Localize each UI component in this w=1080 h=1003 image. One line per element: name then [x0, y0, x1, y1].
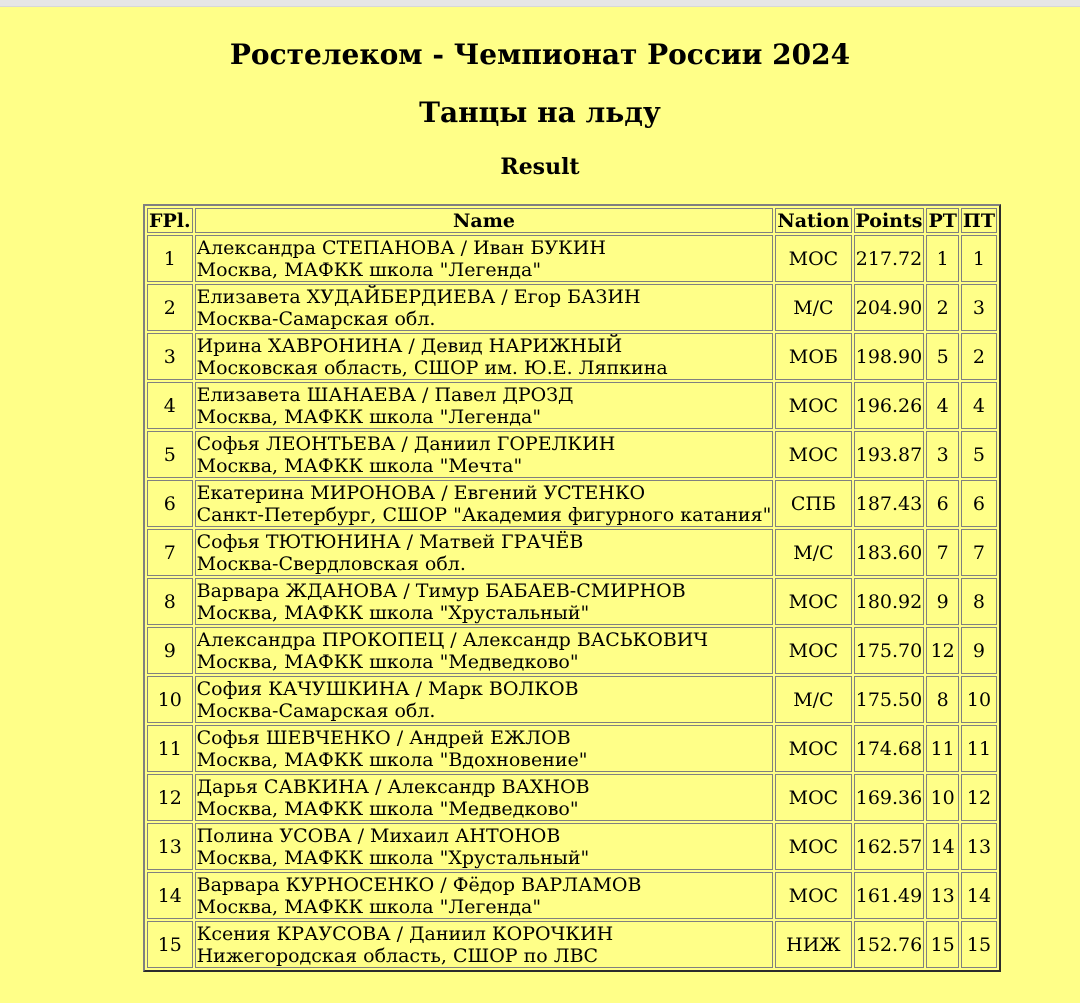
pt-cell: 12: [961, 774, 997, 821]
nation-cell: СПБ: [775, 480, 851, 527]
couple-name: София КАЧУШКИНА / Марк ВОЛКОВ: [196, 677, 579, 700]
name-cell: [195, 676, 774, 723]
place-cell: 8: [147, 578, 193, 625]
couple-name: Варвара КУРНОСЕНКО / Фёдор ВАРЛАМОВ: [196, 873, 642, 896]
club-name: Москва, МАФКК школа "Легенда": [196, 258, 542, 281]
rt-cell: 15: [926, 921, 958, 968]
nation-cell: МОС: [775, 725, 851, 772]
table-row: [147, 431, 997, 478]
table-row: [147, 284, 997, 331]
pt-cell: 6: [961, 480, 997, 527]
name-cell: [195, 382, 774, 429]
rt-cell: 9: [926, 578, 958, 625]
points-cell: 180.92: [854, 578, 925, 625]
name-cell: [195, 235, 774, 282]
table-row: [147, 774, 997, 821]
name-cell: [195, 725, 774, 772]
place-cell: 10: [147, 676, 193, 723]
name-cell: [195, 333, 774, 380]
club-name: Москва, МАФКК школа "Хрустальный": [196, 601, 590, 624]
col-header-points: Points: [855, 209, 923, 232]
couple-name: Софья ЛЕОНТЬЕВА / Даниил ГОРЕЛКИН: [196, 432, 616, 455]
name-cell: [195, 480, 774, 527]
points-cell: 175.70: [854, 627, 925, 674]
club-name: Москва-Свердловская обл.: [196, 552, 466, 575]
couple-name: Александра СТЕПАНОВА / Иван БУКИН: [196, 236, 606, 259]
rt-cell: 12: [926, 627, 958, 674]
table-row: [147, 676, 997, 723]
name-cell: [195, 284, 774, 331]
pt-cell: 7: [961, 529, 997, 576]
points-cell: 196.26: [854, 382, 925, 429]
couple-name: Софья ШЕВЧЕНКО / Андрей ЕЖЛОВ: [196, 726, 571, 749]
club-name: Москва, МАФКК школа "Легенда": [196, 405, 542, 428]
pt-cell: 2: [961, 333, 997, 380]
rt-cell: 7: [926, 529, 958, 576]
name-cell: [195, 578, 774, 625]
pt-cell: 3: [961, 284, 997, 331]
top-bar: [0, 0, 1080, 7]
nation-cell: М/С: [775, 676, 851, 723]
name-cell: [195, 921, 774, 968]
nation-cell: МОС: [775, 578, 851, 625]
points-cell: 152.76: [854, 921, 925, 968]
points-cell: 183.60: [854, 529, 925, 576]
table-row: [147, 529, 997, 576]
pt-cell: 8: [961, 578, 997, 625]
rt-cell: 10: [926, 774, 958, 821]
pt-cell: 9: [961, 627, 997, 674]
couple-name: Варвара ЖДАНОВА / Тимур БАБАЕВ-СМИРНОВ: [196, 579, 686, 602]
table-row: [147, 627, 997, 674]
results-body: [147, 235, 997, 968]
table-header-row: [147, 208, 997, 233]
table-row: [147, 382, 997, 429]
couple-name: Елизавета ШАНАЕВА / Павел ДРОЗД: [196, 383, 574, 406]
rt-cell: 11: [926, 725, 958, 772]
points-cell: 162.57: [854, 823, 925, 870]
place-cell: 1: [147, 235, 193, 282]
nation-cell: МОС: [775, 235, 851, 282]
club-name: Нижегородская область, СШОР по ЛВС: [196, 944, 599, 967]
place-cell: 9: [147, 627, 193, 674]
nation-cell: МОС: [775, 382, 851, 429]
pt-cell: 14: [961, 872, 997, 919]
points-cell: 193.87: [854, 431, 925, 478]
club-name: Москва, МАФКК школа "Вдохновение": [196, 748, 588, 771]
place-cell: 15: [147, 921, 193, 968]
pt-cell: 5: [961, 431, 997, 478]
nation-cell: МОС: [775, 431, 851, 478]
col-header-pt: ПТ: [962, 209, 995, 232]
couple-name: Екатерина МИРОНОВА / Евгений УСТЕНКО: [196, 481, 646, 504]
table-row: [147, 921, 997, 968]
points-cell: 187.43: [854, 480, 925, 527]
points-cell: 217.72: [854, 235, 925, 282]
table-row: [147, 823, 997, 870]
rt-cell: 5: [926, 333, 958, 380]
page-title: Ростелеком - Чемпионат России 2024: [229, 38, 851, 71]
nation-cell: МОБ: [775, 333, 851, 380]
couple-name: Ирина ХАВРОНИНА / Девид НАРИЖНЫЙ: [196, 334, 623, 357]
name-cell: [195, 529, 774, 576]
points-cell: 198.90: [854, 333, 925, 380]
rt-cell: 2: [926, 284, 958, 331]
place-cell: 2: [147, 284, 193, 331]
points-cell: 174.68: [854, 725, 925, 772]
nation-cell: МОС: [775, 774, 851, 821]
table-row: [147, 725, 997, 772]
rt-cell: 13: [926, 872, 958, 919]
section-title: Result: [500, 154, 580, 180]
pt-cell: 13: [961, 823, 997, 870]
place-cell: 6: [147, 480, 193, 527]
place-cell: 7: [147, 529, 193, 576]
pt-cell: 15: [961, 921, 997, 968]
table-row: [147, 480, 997, 527]
club-name: Москва, МАФКК школа "Легенда": [196, 895, 542, 918]
event-title: Танцы на льду: [419, 96, 661, 129]
club-name: Москва, МАФКК школа "Хрустальный": [196, 846, 590, 869]
nation-cell: МОС: [775, 823, 851, 870]
pt-cell: 4: [961, 382, 997, 429]
place-cell: 13: [147, 823, 193, 870]
place-cell: 3: [147, 333, 193, 380]
club-name: Москва, МАФКК школа "Медведково": [196, 797, 579, 820]
table-row: [147, 872, 997, 919]
couple-name: Елизавета ХУДАЙБЕРДИЕВА / Егор БАЗИН: [196, 285, 641, 308]
rt-cell: 6: [926, 480, 958, 527]
col-header-rt: PT: [928, 209, 957, 232]
name-cell: [195, 872, 774, 919]
points-cell: 175.50: [854, 676, 925, 723]
place-cell: 11: [147, 725, 193, 772]
rt-cell: 3: [926, 431, 958, 478]
club-name: Москва-Самарская обл.: [196, 307, 436, 330]
couple-name: Дарья САВКИНА / Александр ВАХНОВ: [196, 775, 590, 798]
club-name: Санкт-Петербург, СШОР "Академия фигурного катания": [196, 503, 772, 526]
nation-cell: МОС: [775, 872, 851, 919]
nation-cell: М/С: [775, 284, 851, 331]
rt-cell: 8: [926, 676, 958, 723]
nation-cell: МОС: [775, 627, 851, 674]
points-cell: 204.90: [854, 284, 925, 331]
name-cell: [195, 431, 774, 478]
table-row: [147, 578, 997, 625]
couple-name: Александра ПРОКОПЕЦ / Александр ВАСЬКОВИЧ: [196, 628, 709, 651]
couple-name: Софья ТЮТЮНИНА / Матвей ГРАЧЁВ: [196, 530, 584, 553]
col-header-fpl: FPl.: [149, 209, 191, 232]
rt-cell: 14: [926, 823, 958, 870]
col-header-nation: Nation: [777, 209, 850, 232]
col-header-name: Name: [195, 208, 774, 233]
name-cell: [195, 823, 774, 870]
rt-cell: 4: [926, 382, 958, 429]
nation-cell: М/С: [775, 529, 851, 576]
place-cell: 12: [147, 774, 193, 821]
place-cell: 5: [147, 431, 193, 478]
pt-cell: 1: [961, 235, 997, 282]
table-row: [147, 333, 997, 380]
points-cell: 161.49: [854, 872, 925, 919]
pt-cell: 11: [961, 725, 997, 772]
club-name: Москва, МАФКК школа "Медведково": [196, 650, 579, 673]
place-cell: 4: [147, 382, 193, 429]
name-cell: [195, 774, 774, 821]
table-row: [147, 235, 997, 282]
club-name: Москва, МАФКК школа "Мечта": [196, 454, 523, 477]
nation-cell: НИЖ: [775, 921, 851, 968]
name-cell: [195, 627, 774, 674]
couple-name: Ксения КРАУСОВА / Даниил КОРОЧКИН: [196, 922, 614, 945]
rt-cell: 1: [926, 235, 958, 282]
results-table: [143, 204, 1001, 972]
place-cell: 14: [147, 872, 193, 919]
couple-name: Полина УСОВА / Михаил АНТОНОВ: [196, 824, 561, 847]
club-name: Московская область, СШОР им. Ю.Е. Ляпкина: [196, 356, 668, 379]
points-cell: 169.36: [854, 774, 925, 821]
club-name: Москва-Самарская обл.: [196, 699, 436, 722]
pt-cell: 10: [961, 676, 997, 723]
